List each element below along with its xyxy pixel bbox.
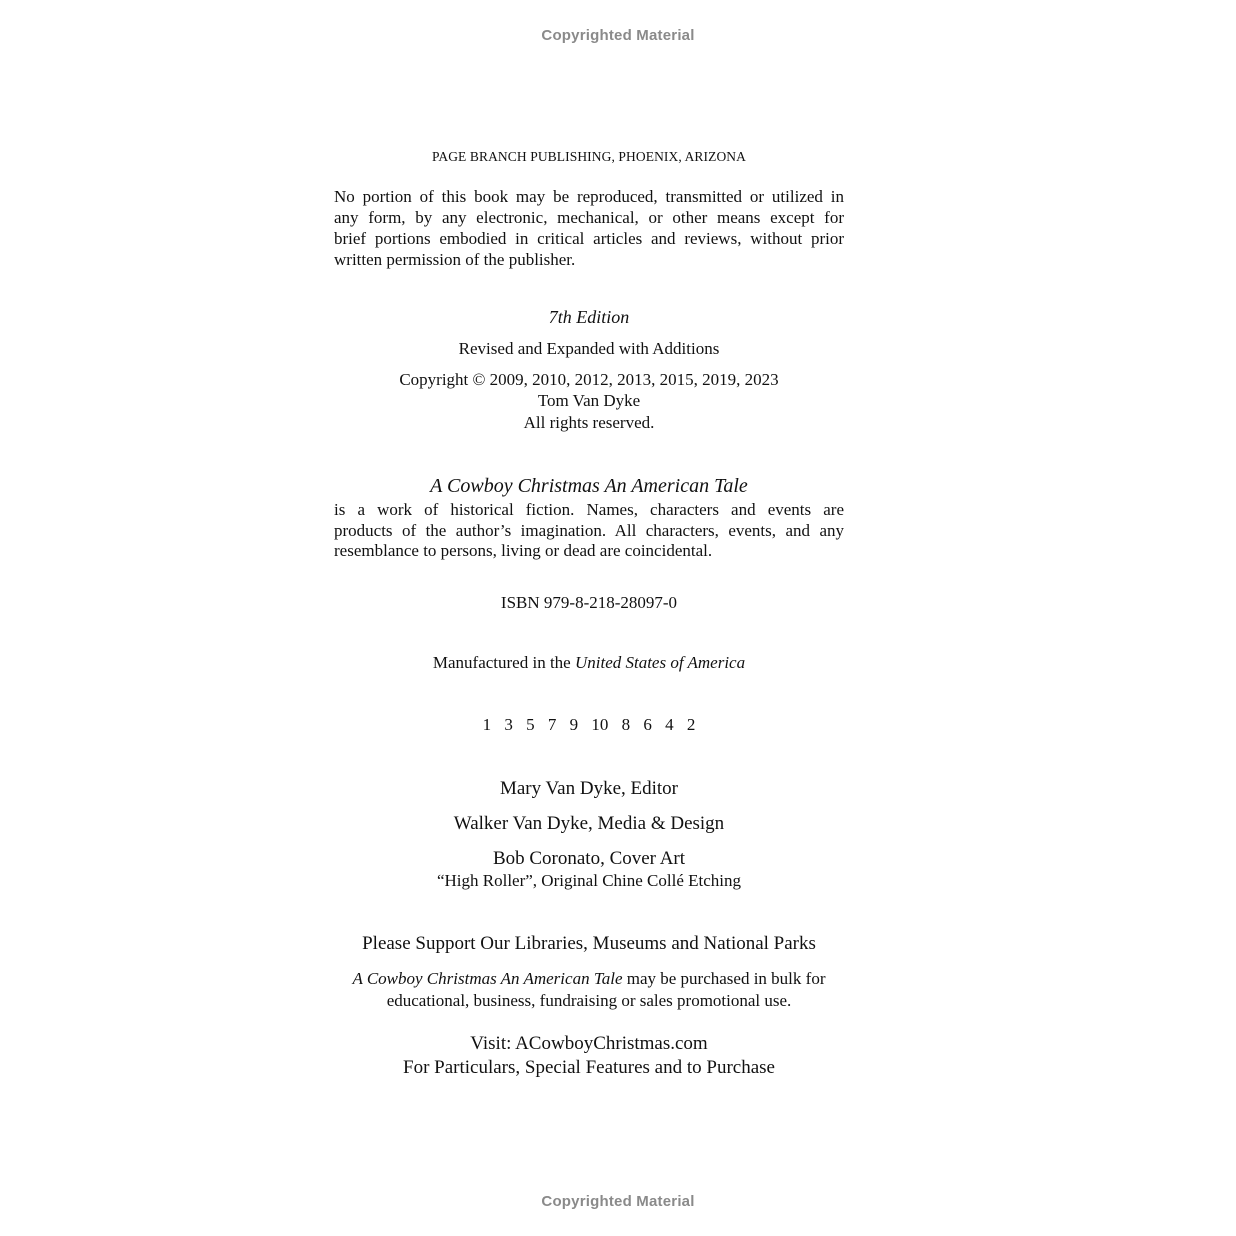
cover-art-credit: Bob Coronato, Cover Art <box>492 848 686 869</box>
copyright-watermark-top: Copyrighted Material <box>541 27 695 44</box>
rights-notice-line-2: any form, by any electronic, mechanical, or other means except for <box>334 208 844 227</box>
visit-website-line: Visit: ACowboyChristmas.com <box>470 1033 708 1054</box>
rights-notice-line-4: written permission of the publisher. <box>334 250 576 269</box>
rights-notice-line-1: No portion of this book may be reproduced, transmitted or utilized in <box>334 187 844 206</box>
fiction-notice-line-2: products of the author’s imagination. All characters, events, and any <box>334 521 844 540</box>
editor-credit: Mary Van Dyke, Editor <box>499 778 678 799</box>
fiction-notice-title: A Cowboy Christmas An American Tale <box>430 475 748 497</box>
isbn-line: ISBN 979-8-218-28097-0 <box>500 593 678 612</box>
purchase-particulars-line: For Particulars, Special Features and to Purchase <box>403 1057 775 1078</box>
manufactured-prefix: Manufactured in the <box>432 653 575 672</box>
copyright-holder: Tom Van Dyke <box>537 391 641 410</box>
copyright-years: Copyright © 2009, 2010, 2012, 2013, 2015, 2019, 2023 <box>399 370 779 389</box>
etching-credit: “High Roller”, Original Chine Collé Etching <box>436 871 742 890</box>
publisher-line: PAGE BRANCH PUBLISHING, PHOENIX, ARIZONA <box>431 149 747 164</box>
edition-line: 7th Edition <box>548 307 630 327</box>
media-design-credit: Walker Van Dyke, Media & Design <box>453 813 725 834</box>
copyright-page <box>334 0 844 1236</box>
printing-number-line: 1 3 5 7 9 10 8 6 4 2 <box>482 715 696 734</box>
revision-line: Revised and Expanded with Additions <box>458 339 720 358</box>
bulk-line1-rest: may be purchased in bulk for <box>622 969 826 988</box>
fiction-notice-line-1: is a work of historical fiction. Names, characters and events are <box>334 500 844 519</box>
manufactured-line <box>334 653 844 673</box>
fiction-notice-line-3: resemblance to persons, living or dead are coincidental. <box>334 541 713 560</box>
manufactured-country: United States of America <box>574 653 746 672</box>
rights-reserved: All rights reserved. <box>523 413 655 432</box>
copyright-watermark-bottom: Copyrighted Material <box>541 1193 695 1210</box>
support-line: Please Support Our Libraries, Museums and National Parks <box>362 933 816 954</box>
bulk-title: A Cowboy Christmas An American Tale <box>352 969 623 988</box>
bulk-purchase-line-2: educational, business, fundraising or sales promotional use. <box>386 991 792 1010</box>
rights-notice-line-3: brief portions embodied in critical articles and reviews, without prior <box>334 229 844 248</box>
bulk-purchase-line-1 <box>334 969 844 989</box>
